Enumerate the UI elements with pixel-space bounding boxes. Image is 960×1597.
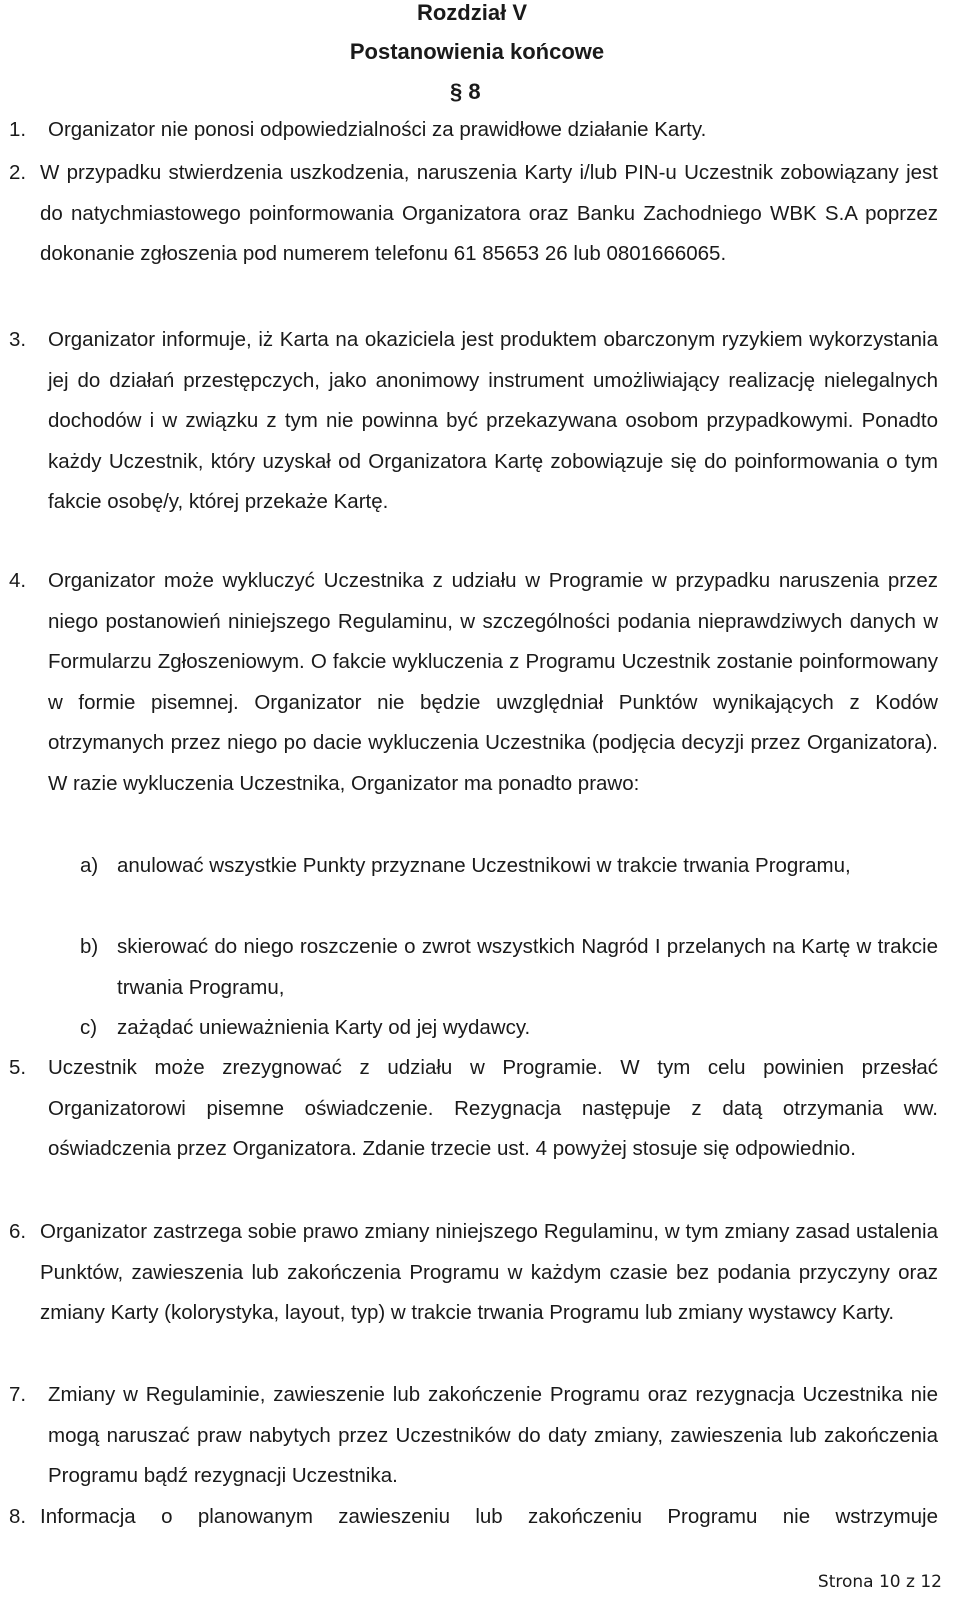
sub-item-a <box>80 846 940 927</box>
section-title: Postanowienia końcowe <box>349 39 605 64</box>
sub-item-c <box>80 1008 940 1048</box>
sub-item-text: zażądać unieważnienia Karty od jej wydawcy. <box>117 1016 531 1039</box>
item-text: Uczestnik może zrezygnować z udziału w Programie. W tym celu powinien przesłać Organizatorowi pisemne oświadczenie. Rezygnacja następuje z datą otrzymania ww. oświadczenia przez Organizatora. Zdanie trzecie ust. 4 powyżej stosuje się odpowiednio. <box>48 1056 938 1160</box>
list-item-4 <box>9 561 939 845</box>
item-text: Informacja o planowanym zawieszeniu lub zakończeniu Programu nie wstrzymuje <box>40 1505 938 1528</box>
item-text: Organizator informuje, iż Karta na okaziciela jest produktem obarczonym ryzykiem wykorzystania jej do działań przestępczych, jako anonimowy instrument umożliwiający realizację nielegalnych dochodów i w związku z tym nie powinna być przekazywana osobom przypadkowymi. Ponadto każdy Uczestnik, który uzyskał od Organizatora Kartę zobowiązuje się do poinformowania o tym fakcie osobę/y, której przekaże Kartę. <box>48 328 938 513</box>
item-number: 3. <box>9 328 27 351</box>
item-number: 7. <box>9 1383 27 1406</box>
item-number: 6. <box>9 1220 27 1243</box>
item-text: W przypadku stwierdzenia uszkodzenia, naruszenia Karty i/lub PIN-u Uczestnik zobowiązany jest do natychmiastowego poinformowania Organizatora oraz Banku Zachodniego WBK S.A poprzez dokonanie zgłoszenia pod numerem telefonu 61 85653 26 lub 0801666065. <box>40 161 938 265</box>
item-text: Organizator zastrzega sobie prawo zmiany niniejszego Regulaminu, w tym zmiany zasad ustalenia Punktów, zawieszenia lub zakończenia Programu w każdym czasie bez podania przyczyny oraz zmiany Karty (kolorystyka, layout, typ) w trakcie trwania Programu lub zmiany wystawcy Karty. <box>40 1220 938 1324</box>
item-number: 5. <box>9 1056 27 1079</box>
sub-item-text: anulować wszystkie Punkty przyznane Uczestnikowi w trakcie trwania Programu, <box>117 854 851 877</box>
sub-item-text: skierować do niego roszczenie o zwrot wszystkich Nagród I przelanych na Kartę w trakcie trwania Programu, <box>117 935 938 999</box>
item-text: Organizator może wykluczyć Uczestnika z udziału w Programie w przypadku naruszenia przez niego postanowień niniejszego Regulaminu, w szczególności podania nieprawdziwych danych w Formularzu Zgłoszeniowym. O fakcie wykluczenia z Programu Uczestnik zostanie poinformowany w formie pisemnej. Organizator nie będzie uwzględniał Punktów wynikających z Kodów otrzymanych przez niego po dacie wykluczenia Uczestnika (podjęcia decyzji przez Organizatora). W razie wykluczenia Uczestnika, Organizator ma ponadto prawo: <box>48 569 938 795</box>
page-number: Strona 10 z 12 <box>817 1572 942 1592</box>
list-item-7 <box>9 1375 939 1497</box>
item-text: Organizator nie ponosi odpowiedzialności za prawidłowe działanie Karty. <box>48 118 707 141</box>
sub-item-letter: c) <box>80 1016 98 1039</box>
list-item-1 <box>9 110 939 150</box>
paragraph-number: § 8 <box>450 79 481 104</box>
item-number: 8. <box>9 1505 27 1528</box>
list-item-3 <box>9 320 939 563</box>
item-text: Zmiany w Regulaminie, zawieszenie lub zakończenie Programu oraz rezygnacja Uczestnika nie mogą naruszać praw nabytych przez Uczestników do daty zmiany, zawieszenia lub zakończenia Programu bądź rezygnacji Uczestnika. <box>48 1383 938 1487</box>
list-item-5 <box>9 1048 939 1210</box>
list-item-6 <box>9 1212 939 1374</box>
list-item-2 <box>9 153 939 315</box>
list-item-8 <box>9 1497 939 1537</box>
item-number: 1. <box>9 118 27 141</box>
sub-item-b <box>80 927 940 1008</box>
sub-item-letter: b) <box>80 935 99 958</box>
chapter-heading: Rozdział V <box>416 0 527 25</box>
item-number: 4. <box>9 569 27 592</box>
sub-item-letter: a) <box>80 854 99 877</box>
item-number: 2. <box>9 161 27 184</box>
